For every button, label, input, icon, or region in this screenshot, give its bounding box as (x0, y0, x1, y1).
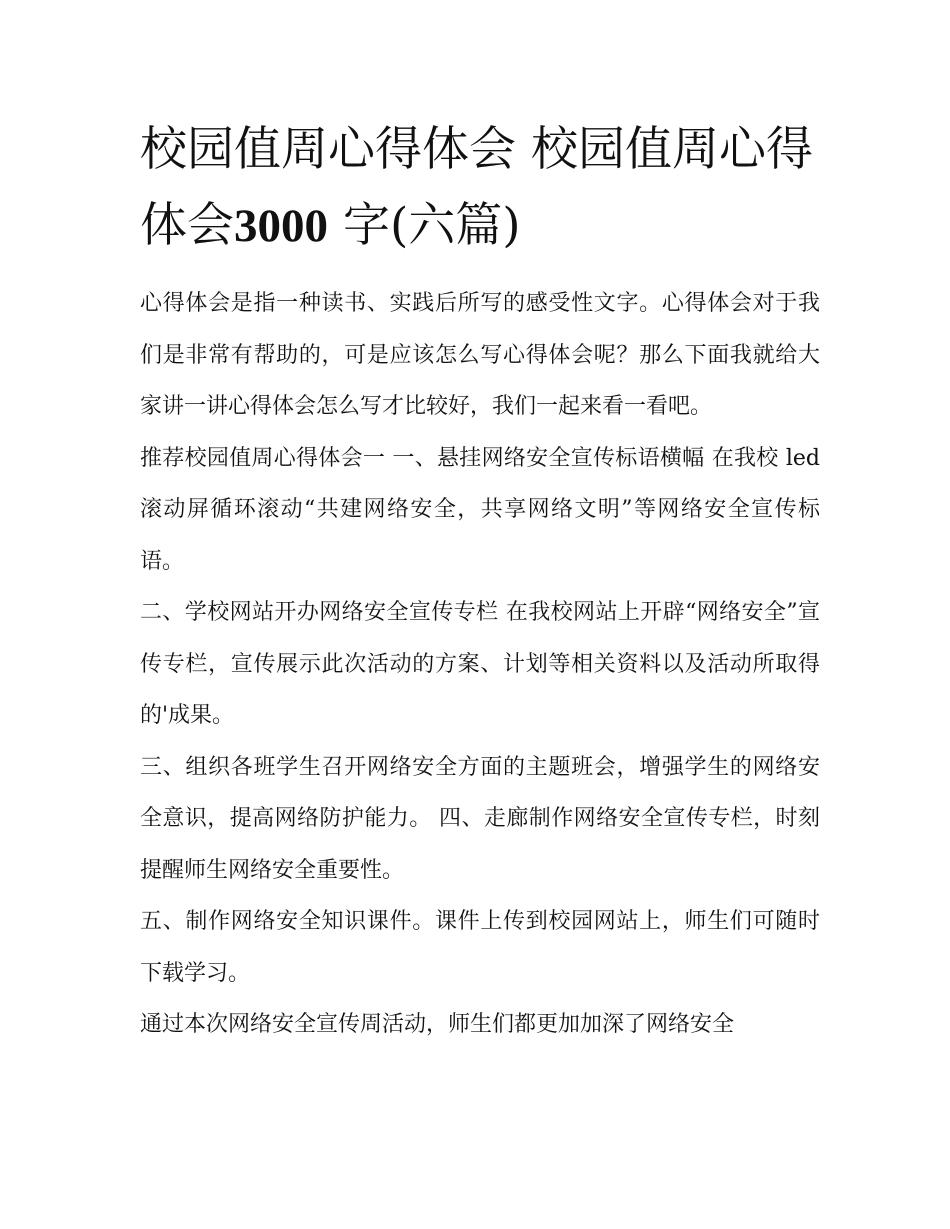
document-title (140, 112, 820, 264)
paragraph-intro: 心得体会是指一种读书、实践后所写的感受性文字。心得体会对于我们是非常有帮助的，可是应该怎么写心得体会呢？那么下面我就给大家讲一讲心得体会怎么写才比较好，我们一起来看一看吧。 (140, 291, 820, 419)
paragraph-item-2: 二、学校网站开办网络安全宣传专栏 在我校网站上开辟“网络安全”宣传专栏，宣传展示此次活动的方案、计划等相关资料以及活动所取得的'成果。 (140, 600, 820, 728)
title-suffix: 字(六篇) (328, 198, 521, 253)
document-page (140, 112, 820, 1051)
title-text: 校园值周心得体会 校园值周心得体会 (140, 122, 813, 253)
title-number: 3000 (234, 200, 328, 252)
paragraph-item-3-4: 三、组织各班学生召开网络安全方面的主题班会，增强学生的网络安全意识，提高网络防护能力。 四、走廊制作网络安全宣传专栏，时刻提醒师生网络安全重要性。 (140, 754, 820, 883)
paragraph-item-1: 推荐校园值周心得体会一 一、悬挂网络安全宣传标语横幅 在我校 led 滚动屏循环滚动“共建网络安全，共享网络文明”等网络安全宣传标语。 (140, 445, 820, 574)
paragraph-item-5: 五、制作网络安全知识课件。课件上传到校园网站上，师生们可随时下载学习。 (140, 909, 820, 986)
paragraph-conclusion: 通过本次网络安全宣传周活动，师生们都更加加深了网络安全 (140, 1012, 735, 1037)
